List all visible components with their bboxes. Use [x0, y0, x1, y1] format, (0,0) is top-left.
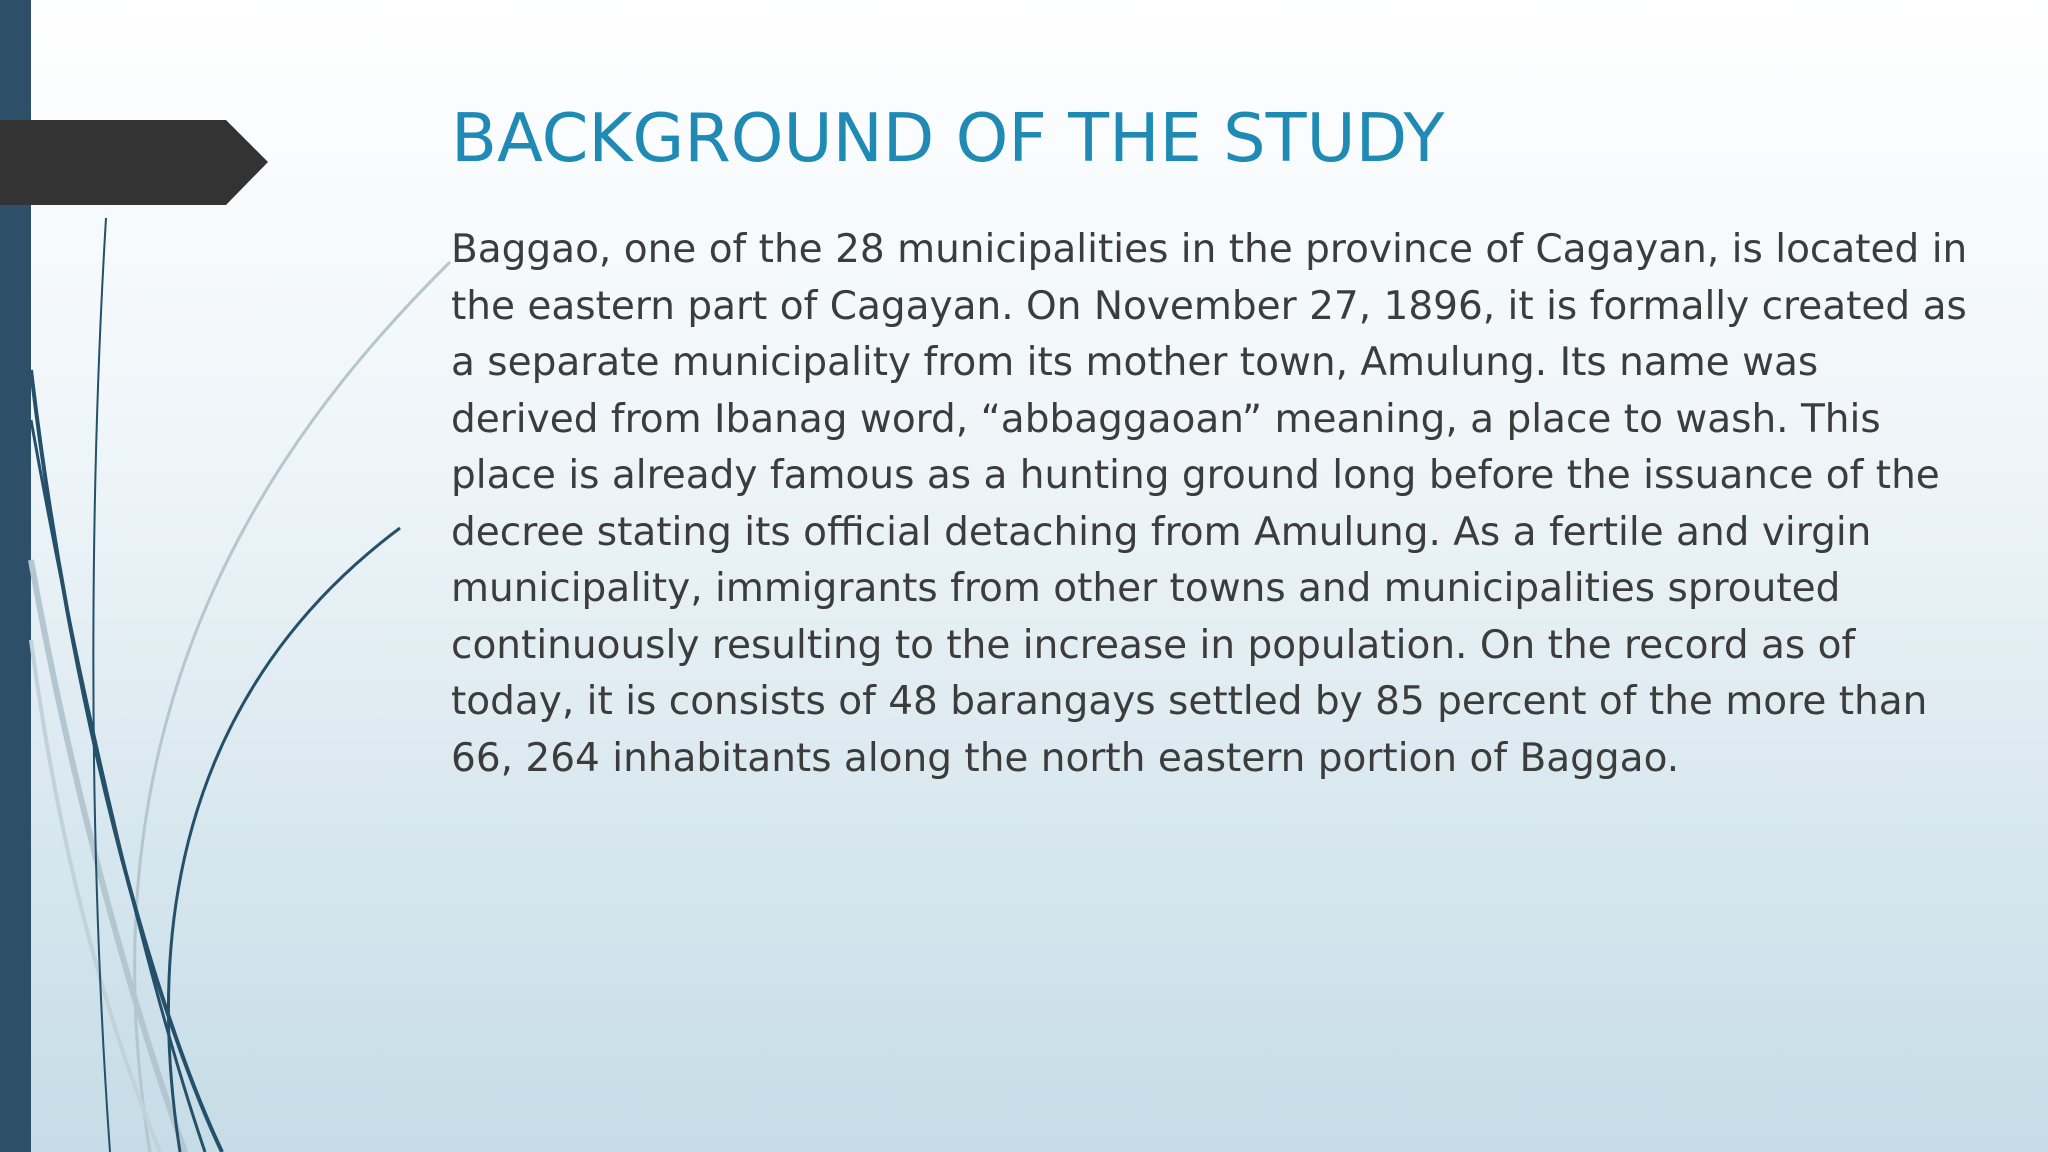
- curve-light-2: [31, 560, 185, 1152]
- curve-dark-2: [31, 370, 222, 1152]
- arrow-tab: [0, 120, 268, 205]
- slide-body-text: Baggao, one of the 28 municipalities in the province of Cagayan, is located in the eastern part of Cagayan. On November 27, 1896, it is formally created as a separate municipality from its mother town, Amulung. Its name was derived from Ibanag word, “abbaggaoan” meaning, a place to wash. This place is already famous as a hunting ground long before the issuance of the decree stating its official detaching from Amulung. As a fertile and virgin municipality, immigrants from other towns and municipalities sprouted continuously resulting to the increase in population. On the record as of today, it is consists of 48 barangays settled by 85 percent of the more than 66, 264 inhabitants along the north eastern portion of Baggao.: [451, 227, 1968, 781]
- curve-dark-4: [168, 528, 400, 1152]
- slide-title: BACKGROUND OF THE STUDY: [451, 99, 1445, 177]
- curve-dark-1: [93, 218, 110, 1152]
- curve-light-1: [135, 262, 450, 1152]
